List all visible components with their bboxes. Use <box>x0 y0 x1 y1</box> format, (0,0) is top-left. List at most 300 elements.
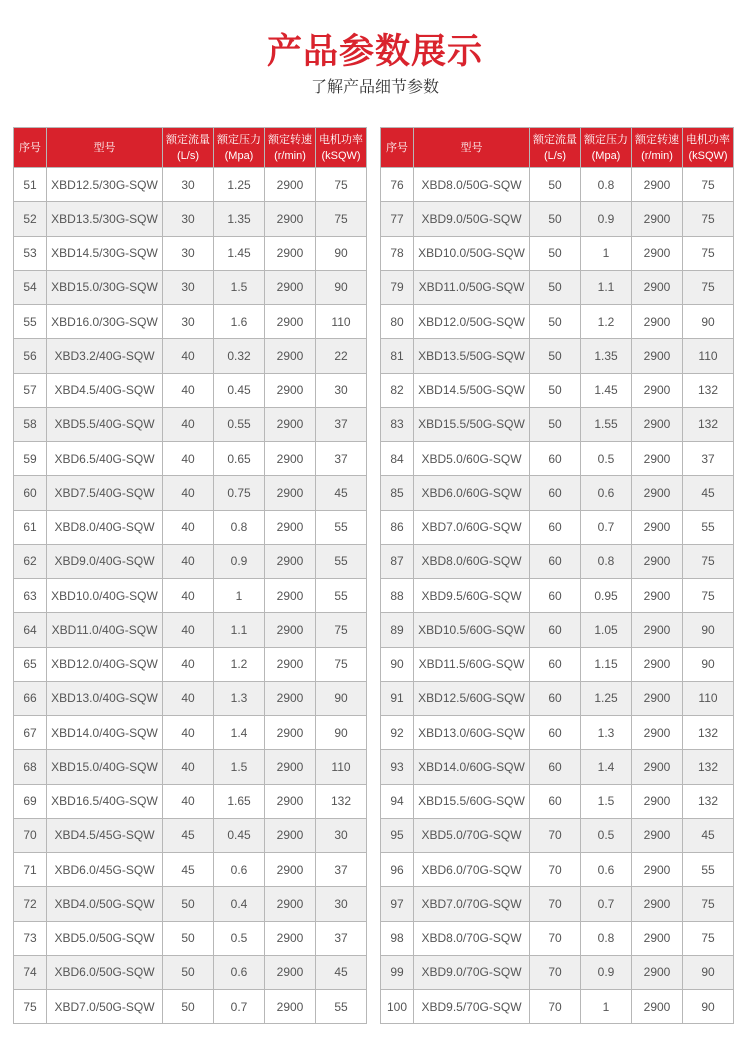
cell-flow: 30 <box>163 305 214 339</box>
cell-speed: 2900 <box>265 442 316 476</box>
table-row <box>14 887 367 921</box>
cell-flow: 40 <box>163 373 214 407</box>
cell-speed: 2900 <box>632 407 683 441</box>
cell-index: 81 <box>381 339 414 373</box>
cell-flow: 50 <box>163 990 214 1024</box>
table-header-row <box>14 128 367 168</box>
cell-index: 85 <box>381 476 414 510</box>
table-row <box>14 305 367 339</box>
table-row <box>14 853 367 887</box>
cell-index: 59 <box>14 442 47 476</box>
cell-power: 37 <box>316 853 367 887</box>
column-header-power: 电机功率 (kSQW) <box>683 128 734 168</box>
cell-index: 78 <box>381 236 414 270</box>
cell-index: 87 <box>381 544 414 578</box>
table-row <box>14 579 367 613</box>
table-row <box>14 716 367 750</box>
cell-pressure: 0.75 <box>214 476 265 510</box>
cell-power: 90 <box>683 990 734 1024</box>
cell-pressure: 0.65 <box>214 442 265 476</box>
cell-flow: 50 <box>530 407 581 441</box>
cell-model: XBD14.0/40G-SQW <box>47 716 163 750</box>
cell-index: 89 <box>381 613 414 647</box>
cell-speed: 2900 <box>632 955 683 989</box>
cell-speed: 2900 <box>632 613 683 647</box>
cell-pressure: 1.3 <box>214 681 265 715</box>
cell-model: XBD8.0/40G-SQW <box>47 510 163 544</box>
cell-model: XBD8.0/70G-SQW <box>414 921 530 955</box>
cell-speed: 2900 <box>265 955 316 989</box>
cell-flow: 60 <box>530 750 581 784</box>
cell-flow: 30 <box>163 270 214 304</box>
cell-model: XBD6.0/70G-SQW <box>414 853 530 887</box>
cell-pressure: 0.8 <box>581 544 632 578</box>
cell-flow: 50 <box>530 339 581 373</box>
table-row <box>14 339 367 373</box>
cell-speed: 2900 <box>632 750 683 784</box>
table-row <box>14 818 367 852</box>
cell-model: XBD6.0/45G-SQW <box>47 853 163 887</box>
cell-index: 74 <box>14 955 47 989</box>
cell-speed: 2900 <box>265 270 316 304</box>
cell-flow: 50 <box>530 168 581 202</box>
cell-power: 45 <box>683 476 734 510</box>
cell-pressure: 1.45 <box>214 236 265 270</box>
cell-power: 75 <box>316 168 367 202</box>
table-row <box>14 270 367 304</box>
cell-pressure: 1.35 <box>581 339 632 373</box>
table-row <box>381 681 734 715</box>
cell-speed: 2900 <box>632 784 683 818</box>
table-row <box>381 476 734 510</box>
cell-power: 90 <box>683 613 734 647</box>
cell-model: XBD6.0/60G-SQW <box>414 476 530 510</box>
spec-table-right <box>380 127 734 1024</box>
cell-pressure: 1 <box>214 579 265 613</box>
cell-index: 94 <box>381 784 414 818</box>
cell-speed: 2900 <box>265 887 316 921</box>
cell-speed: 2900 <box>632 236 683 270</box>
table-row <box>381 442 734 476</box>
cell-flow: 60 <box>530 716 581 750</box>
cell-index: 56 <box>14 339 47 373</box>
cell-flow: 40 <box>163 476 214 510</box>
cell-speed: 2900 <box>632 270 683 304</box>
cell-flow: 60 <box>530 613 581 647</box>
cell-model: XBD7.0/50G-SQW <box>47 990 163 1024</box>
column-header-model: 型号 <box>414 128 530 168</box>
cell-pressure: 0.32 <box>214 339 265 373</box>
page-subtitle: 了解产品细节参数 <box>310 77 439 96</box>
cell-power: 90 <box>316 681 367 715</box>
cell-index: 92 <box>381 716 414 750</box>
column-header-speed: 额定转速 (r/min) <box>265 128 316 168</box>
cell-model: XBD12.5/30G-SQW <box>47 168 163 202</box>
cell-model: XBD5.0/50G-SQW <box>47 921 163 955</box>
cell-index: 99 <box>381 955 414 989</box>
column-header-pressure: 额定压力 (Mpa) <box>214 128 265 168</box>
cell-power: 132 <box>683 373 734 407</box>
cell-model: XBD7.0/60G-SQW <box>414 510 530 544</box>
cell-flow: 40 <box>163 407 214 441</box>
table-row <box>14 613 367 647</box>
cell-flow: 50 <box>163 955 214 989</box>
table-row <box>381 613 734 647</box>
cell-index: 57 <box>14 373 47 407</box>
cell-speed: 2900 <box>632 202 683 236</box>
cell-speed: 2900 <box>265 681 316 715</box>
cell-power: 90 <box>683 647 734 681</box>
spec-table-left <box>13 127 367 1024</box>
cell-speed: 2900 <box>632 168 683 202</box>
cell-flow: 40 <box>163 579 214 613</box>
cell-flow: 50 <box>530 236 581 270</box>
cell-speed: 2900 <box>632 681 683 715</box>
cell-model: XBD11.0/40G-SQW <box>47 613 163 647</box>
cell-power: 90 <box>316 270 367 304</box>
cell-power: 30 <box>316 818 367 852</box>
cell-index: 91 <box>381 681 414 715</box>
cell-pressure: 0.45 <box>214 818 265 852</box>
cell-power: 132 <box>683 784 734 818</box>
cell-index: 75 <box>14 990 47 1024</box>
cell-power: 75 <box>316 613 367 647</box>
cell-power: 55 <box>316 990 367 1024</box>
cell-flow: 30 <box>163 202 214 236</box>
cell-model: XBD16.0/30G-SQW <box>47 305 163 339</box>
cell-model: XBD13.5/50G-SQW <box>414 339 530 373</box>
column-header-pressure: 额定压力 (Mpa) <box>581 128 632 168</box>
table-row <box>381 750 734 784</box>
cell-model: XBD9.0/50G-SQW <box>414 202 530 236</box>
cell-flow: 70 <box>530 818 581 852</box>
table-row <box>381 270 734 304</box>
cell-index: 51 <box>14 168 47 202</box>
cell-flow: 40 <box>163 613 214 647</box>
table-row <box>14 784 367 818</box>
cell-model: XBD15.5/50G-SQW <box>414 407 530 441</box>
cell-power: 55 <box>316 544 367 578</box>
cell-index: 67 <box>14 716 47 750</box>
cell-flow: 45 <box>163 818 214 852</box>
cell-flow: 60 <box>530 784 581 818</box>
cell-index: 84 <box>381 442 414 476</box>
cell-model: XBD6.5/40G-SQW <box>47 442 163 476</box>
cell-model: XBD15.0/30G-SQW <box>47 270 163 304</box>
cell-speed: 2900 <box>265 784 316 818</box>
cell-power: 45 <box>316 955 367 989</box>
cell-model: XBD3.2/40G-SQW <box>47 339 163 373</box>
cell-model: XBD6.0/50G-SQW <box>47 955 163 989</box>
cell-flow: 30 <box>163 168 214 202</box>
cell-flow: 40 <box>163 510 214 544</box>
cell-pressure: 1.4 <box>214 716 265 750</box>
cell-pressure: 1.45 <box>581 373 632 407</box>
cell-power: 75 <box>683 202 734 236</box>
column-header-speed: 额定转速 (r/min) <box>632 128 683 168</box>
cell-pressure: 0.7 <box>581 887 632 921</box>
cell-speed: 2900 <box>265 476 316 510</box>
cell-model: XBD9.5/60G-SQW <box>414 579 530 613</box>
cell-model: XBD9.5/70G-SQW <box>414 990 530 1024</box>
cell-index: 90 <box>381 647 414 681</box>
table-row <box>381 373 734 407</box>
page-title: 产品参数展示 <box>266 32 483 72</box>
cell-model: XBD11.5/60G-SQW <box>414 647 530 681</box>
cell-flow: 70 <box>530 955 581 989</box>
cell-index: 69 <box>14 784 47 818</box>
cell-index: 79 <box>381 270 414 304</box>
cell-power: 90 <box>683 305 734 339</box>
cell-pressure: 1.5 <box>214 270 265 304</box>
table-row <box>14 544 367 578</box>
table-row <box>381 544 734 578</box>
cell-power: 75 <box>316 202 367 236</box>
cell-speed: 2900 <box>265 202 316 236</box>
table-row <box>14 921 367 955</box>
cell-index: 82 <box>381 373 414 407</box>
table-row <box>14 990 367 1024</box>
cell-index: 53 <box>14 236 47 270</box>
cell-power: 37 <box>316 921 367 955</box>
cell-power: 30 <box>316 373 367 407</box>
cell-speed: 2900 <box>632 818 683 852</box>
cell-power: 90 <box>683 955 734 989</box>
table-row <box>381 921 734 955</box>
cell-model: XBD12.0/40G-SQW <box>47 647 163 681</box>
cell-power: 45 <box>683 818 734 852</box>
table-row <box>14 168 367 202</box>
cell-pressure: 0.9 <box>581 202 632 236</box>
cell-pressure: 1.5 <box>581 784 632 818</box>
table-row <box>381 202 734 236</box>
cell-index: 61 <box>14 510 47 544</box>
table-row <box>381 305 734 339</box>
cell-pressure: 1.5 <box>214 750 265 784</box>
table-row <box>381 955 734 989</box>
cell-speed: 2900 <box>265 716 316 750</box>
cell-model: XBD10.0/50G-SQW <box>414 236 530 270</box>
cell-index: 86 <box>381 510 414 544</box>
table-row <box>14 510 367 544</box>
cell-power: 90 <box>316 716 367 750</box>
column-header-model: 型号 <box>47 128 163 168</box>
cell-speed: 2900 <box>632 476 683 510</box>
column-header-flow: 额定流量 (L/s) <box>163 128 214 168</box>
cell-flow: 70 <box>530 990 581 1024</box>
table-row <box>381 236 734 270</box>
cell-pressure: 0.9 <box>581 955 632 989</box>
cell-index: 76 <box>381 168 414 202</box>
cell-index: 70 <box>14 818 47 852</box>
cell-speed: 2900 <box>265 853 316 887</box>
cell-index: 88 <box>381 579 414 613</box>
cell-speed: 2900 <box>632 339 683 373</box>
cell-flow: 50 <box>163 921 214 955</box>
cell-power: 132 <box>683 750 734 784</box>
cell-pressure: 1.1 <box>581 270 632 304</box>
cell-index: 95 <box>381 818 414 852</box>
cell-model: XBD14.5/50G-SQW <box>414 373 530 407</box>
cell-pressure: 0.6 <box>214 955 265 989</box>
cell-speed: 2900 <box>265 373 316 407</box>
table-row <box>14 407 367 441</box>
cell-power: 75 <box>683 168 734 202</box>
cell-pressure: 0.5 <box>581 818 632 852</box>
table-row <box>14 373 367 407</box>
cell-index: 58 <box>14 407 47 441</box>
cell-flow: 30 <box>163 236 214 270</box>
table-header-row <box>381 128 734 168</box>
cell-model: XBD13.0/40G-SQW <box>47 681 163 715</box>
cell-speed: 2900 <box>265 750 316 784</box>
cell-pressure: 0.6 <box>214 853 265 887</box>
cell-index: 52 <box>14 202 47 236</box>
cell-index: 55 <box>14 305 47 339</box>
cell-pressure: 1.55 <box>581 407 632 441</box>
cell-pressure: 0.4 <box>214 887 265 921</box>
cell-index: 77 <box>381 202 414 236</box>
cell-power: 75 <box>683 887 734 921</box>
cell-model: XBD13.5/30G-SQW <box>47 202 163 236</box>
cell-model: XBD15.5/60G-SQW <box>414 784 530 818</box>
cell-pressure: 1.35 <box>214 202 265 236</box>
cell-pressure: 1.25 <box>581 681 632 715</box>
cell-flow: 60 <box>530 544 581 578</box>
cell-model: XBD12.0/50G-SQW <box>414 305 530 339</box>
cell-speed: 2900 <box>265 647 316 681</box>
cell-flow: 50 <box>163 887 214 921</box>
cell-flow: 40 <box>163 784 214 818</box>
cell-pressure: 0.8 <box>581 921 632 955</box>
cell-speed: 2900 <box>265 305 316 339</box>
cell-flow: 50 <box>530 270 581 304</box>
cell-model: XBD11.0/50G-SQW <box>414 270 530 304</box>
cell-speed: 2900 <box>632 921 683 955</box>
cell-model: XBD5.0/60G-SQW <box>414 442 530 476</box>
cell-speed: 2900 <box>265 407 316 441</box>
cell-flow: 70 <box>530 853 581 887</box>
cell-pressure: 1.2 <box>214 647 265 681</box>
cell-power: 110 <box>316 305 367 339</box>
cell-power: 37 <box>683 442 734 476</box>
cell-model: XBD10.0/40G-SQW <box>47 579 163 613</box>
cell-power: 30 <box>316 887 367 921</box>
table-row <box>14 681 367 715</box>
cell-index: 73 <box>14 921 47 955</box>
cell-pressure: 0.5 <box>214 921 265 955</box>
cell-pressure: 1.6 <box>214 305 265 339</box>
table-row <box>14 442 367 476</box>
table-row <box>381 887 734 921</box>
cell-model: XBD13.0/60G-SQW <box>414 716 530 750</box>
cell-power: 132 <box>316 784 367 818</box>
cell-model: XBD8.0/50G-SQW <box>414 168 530 202</box>
cell-power: 45 <box>316 476 367 510</box>
cell-index: 63 <box>14 579 47 613</box>
cell-power: 75 <box>683 579 734 613</box>
cell-model: XBD4.5/45G-SQW <box>47 818 163 852</box>
cell-pressure: 1.15 <box>581 647 632 681</box>
cell-pressure: 1.2 <box>581 305 632 339</box>
cell-pressure: 0.6 <box>581 476 632 510</box>
cell-index: 83 <box>381 407 414 441</box>
cell-model: XBD5.5/40G-SQW <box>47 407 163 441</box>
cell-pressure: 0.6 <box>581 853 632 887</box>
cell-pressure: 0.8 <box>581 168 632 202</box>
cell-model: XBD9.0/40G-SQW <box>47 544 163 578</box>
cell-pressure: 1.4 <box>581 750 632 784</box>
cell-speed: 2900 <box>265 510 316 544</box>
cell-speed: 2900 <box>632 647 683 681</box>
cell-flow: 60 <box>530 442 581 476</box>
cell-pressure: 1.25 <box>214 168 265 202</box>
cell-pressure: 0.55 <box>214 407 265 441</box>
cell-speed: 2900 <box>265 921 316 955</box>
cell-pressure: 1.05 <box>581 613 632 647</box>
table-row <box>381 407 734 441</box>
cell-index: 68 <box>14 750 47 784</box>
cell-speed: 2900 <box>265 339 316 373</box>
cell-speed: 2900 <box>632 853 683 887</box>
cell-index: 98 <box>381 921 414 955</box>
table-row <box>14 750 367 784</box>
cell-flow: 50 <box>530 373 581 407</box>
cell-power: 75 <box>683 544 734 578</box>
cell-model: XBD15.0/40G-SQW <box>47 750 163 784</box>
cell-model: XBD10.5/60G-SQW <box>414 613 530 647</box>
cell-flow: 40 <box>163 442 214 476</box>
table-row <box>14 955 367 989</box>
cell-flow: 60 <box>530 647 581 681</box>
cell-power: 75 <box>683 921 734 955</box>
cell-index: 97 <box>381 887 414 921</box>
cell-speed: 2900 <box>632 510 683 544</box>
cell-pressure: 1 <box>581 990 632 1024</box>
cell-pressure: 1.3 <box>581 716 632 750</box>
cell-speed: 2900 <box>265 168 316 202</box>
cell-index: 72 <box>14 887 47 921</box>
cell-power: 132 <box>683 407 734 441</box>
cell-flow: 60 <box>530 510 581 544</box>
column-header-index: 序号 <box>14 128 47 168</box>
cell-power: 75 <box>316 647 367 681</box>
table-row <box>381 647 734 681</box>
cell-speed: 2900 <box>265 990 316 1024</box>
cell-flow: 50 <box>530 202 581 236</box>
cell-flow: 40 <box>163 681 214 715</box>
cell-flow: 70 <box>530 921 581 955</box>
cell-power: 110 <box>683 339 734 373</box>
cell-pressure: 0.5 <box>581 442 632 476</box>
cell-index: 64 <box>14 613 47 647</box>
cell-pressure: 0.7 <box>214 990 265 1024</box>
table-row <box>381 818 734 852</box>
table-row <box>381 784 734 818</box>
cell-model: XBD9.0/70G-SQW <box>414 955 530 989</box>
cell-speed: 2900 <box>632 887 683 921</box>
column-header-index: 序号 <box>381 128 414 168</box>
cell-speed: 2900 <box>265 236 316 270</box>
table-row <box>381 716 734 750</box>
cell-index: 65 <box>14 647 47 681</box>
cell-flow: 40 <box>163 750 214 784</box>
table-row <box>381 339 734 373</box>
table-row <box>14 236 367 270</box>
cell-power: 55 <box>316 579 367 613</box>
cell-index: 96 <box>381 853 414 887</box>
table-row <box>381 853 734 887</box>
